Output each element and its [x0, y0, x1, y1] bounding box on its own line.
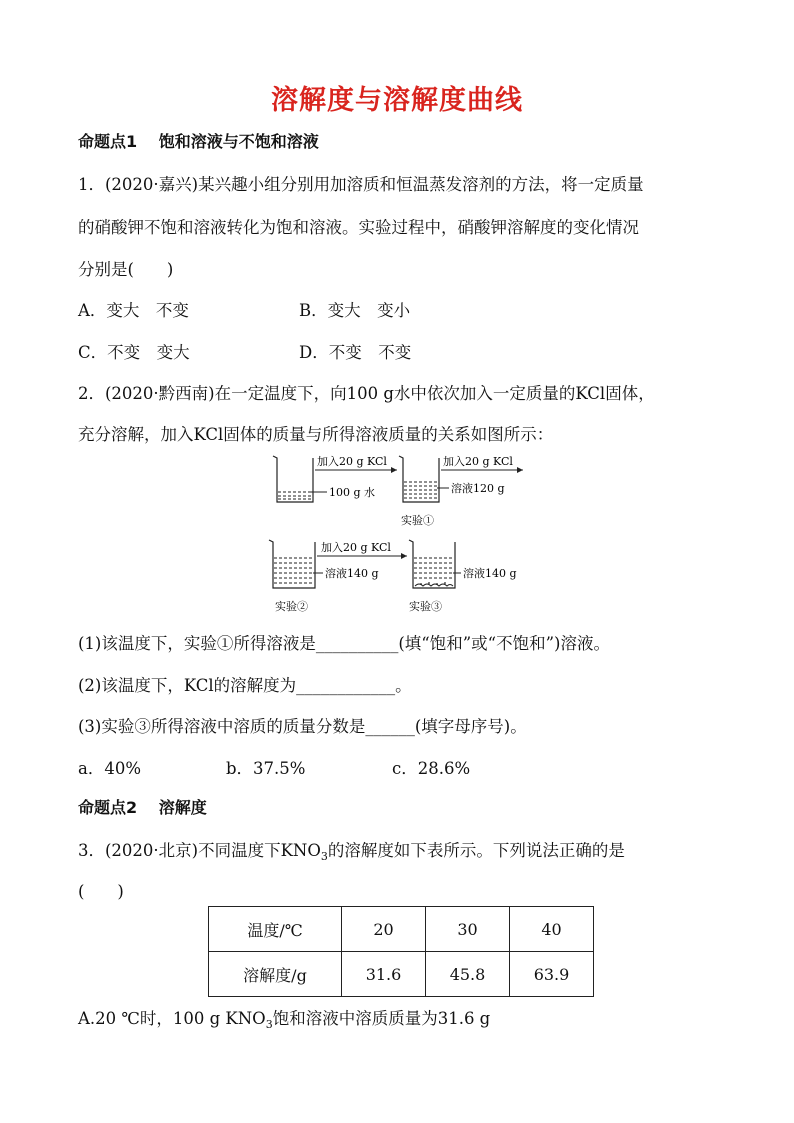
question-3-line-2: ( ) [78, 882, 124, 901]
solubility-table [208, 906, 594, 997]
table-cell: 溶解度/g [209, 952, 342, 997]
question-1-option-c: C．不变 变大 [78, 343, 190, 362]
page-title: 溶解度与溶解度曲线 [271, 85, 523, 116]
question-2-sub-2: (2)该温度下，KCl的溶解度为____________。 [78, 676, 412, 695]
section-heading-1: 命题点1 饱和溶液与不饱和溶液 [78, 132, 319, 151]
question-2-option-b: b．37.5% [226, 759, 306, 778]
table-row [209, 952, 594, 997]
question-2-line-1: 2．(2020·黔西南)在一定温度下，向100 g水中依次加入一定质量的KCl固体， [78, 384, 655, 403]
label-solution-140-a: 溶液140 g [325, 567, 379, 580]
question-2-option-c: c．28.6% [392, 759, 471, 778]
question-1-option-b: B．变大 变小 [299, 301, 411, 320]
question-1-line-2: 的硝酸钾不饱和溶液转化为饱和溶液。实验过程中，硝酸钾溶解度的变化情况 [78, 218, 639, 237]
subscript: 3 [265, 1018, 273, 1031]
subscript: 3 [320, 850, 328, 863]
question-3-option-a-post: 饱和溶液中溶质质量为31.6 g [272, 1009, 491, 1028]
label-experiment-1: 实验① [401, 514, 434, 527]
question-2-sub-1: (1)该温度下，实验①所得溶液是__________(填“饱和”或“不饱和”)溶液。 [78, 634, 610, 653]
beaker-experiment-2-icon [269, 540, 315, 588]
label-add-kcl-1: 加入20 g KCl [317, 455, 387, 468]
question-3-option-a-pre: A.20 ℃时，100 g KNO [78, 1009, 266, 1028]
label-experiment-3: 实验③ [409, 600, 442, 613]
table-cell: 温度/℃ [209, 907, 342, 952]
table-cell: 40 [510, 907, 594, 952]
label-solution-120: 溶液120 g [451, 482, 505, 495]
question-2-line-2: 充分溶解，加入KCl固体的质量与所得溶液质量的关系如图所示： [78, 425, 554, 444]
label-add-kcl-2: 加入20 g KCl [443, 455, 513, 468]
question-3-line-1 [78, 837, 625, 861]
label-water: 100 g 水 [329, 486, 376, 499]
label-add-kcl-3: 加入20 g KCl [321, 541, 391, 554]
beaker-experiment-1-icon [399, 456, 439, 502]
question-1-line-1: 1．(2020·嘉兴)某兴趣小组分别用加溶质和恒温蒸发溶剂的方法，将一定质量 [78, 175, 644, 194]
experiment-diagram [265, 448, 545, 618]
question-3-line-1-post: 的溶解度如下表所示。下列说法正确的是 [327, 841, 625, 860]
beaker-experiment-3-icon [409, 540, 455, 588]
table-cell: 20 [342, 907, 426, 952]
question-3-line-1-pre: 3．(2020·北京)不同温度下KNO [78, 841, 321, 860]
section-heading-2: 命题点2 溶解度 [78, 798, 207, 817]
label-experiment-2: 实验② [275, 600, 308, 613]
question-1-option-d: D．不变 不变 [299, 343, 412, 362]
table-cell: 30 [426, 907, 510, 952]
question-1-option-a: A．变大 不变 [78, 301, 189, 320]
table-cell: 63.9 [510, 952, 594, 997]
beaker-water-icon [273, 456, 313, 502]
table-row [209, 907, 594, 952]
question-2-option-a: a．40% [78, 759, 142, 778]
table-cell: 31.6 [342, 952, 426, 997]
question-2-sub-3: (3)实验③所得溶液中溶质的质量分数是______(填字母序号)。 [78, 717, 527, 736]
question-3-option-a [78, 1005, 490, 1029]
table-cell: 45.8 [426, 952, 510, 997]
question-1-line-3: 分别是( ) [78, 260, 174, 279]
label-solution-140-b: 溶液140 g [463, 567, 517, 580]
